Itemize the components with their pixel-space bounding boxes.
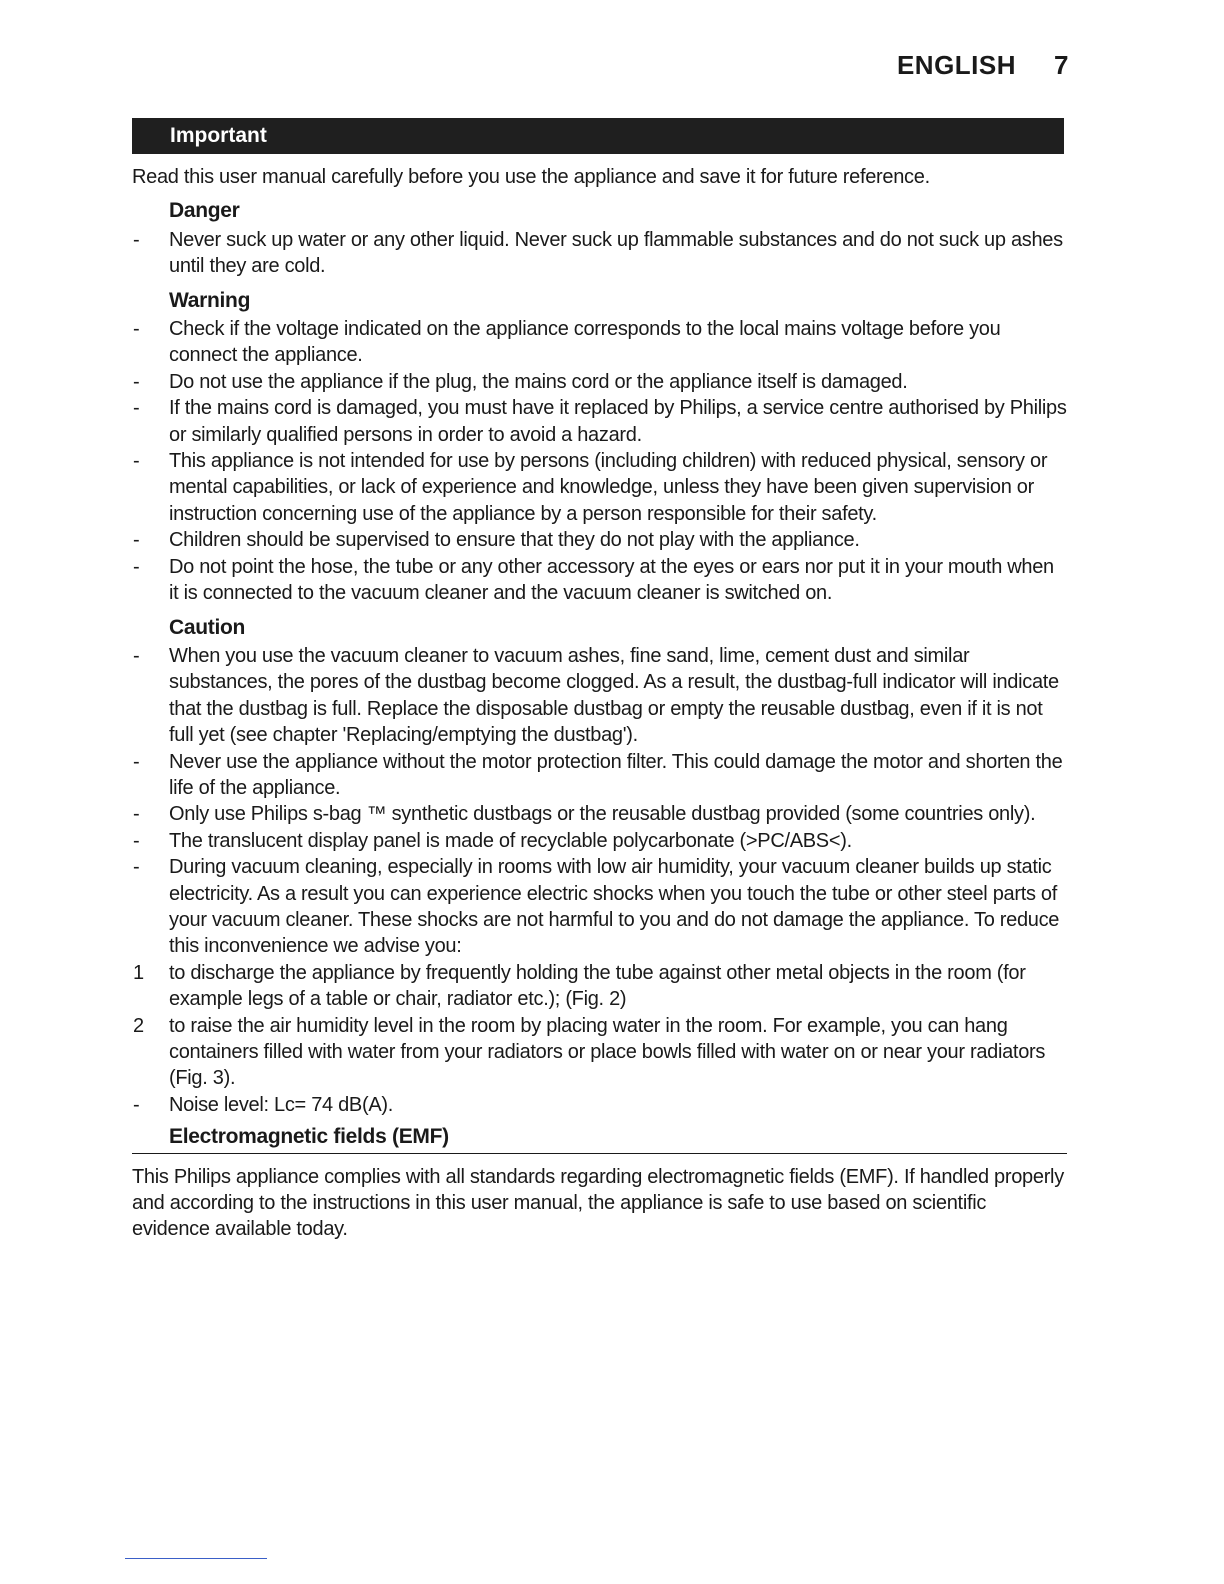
list-item [132, 960, 1067, 1013]
list-item [132, 801, 1067, 827]
list-marker: 1 [133, 961, 144, 984]
list-marker: - [133, 856, 140, 879]
list-marker: - [133, 803, 140, 826]
language-label: ENGLISH [896, 50, 1017, 80]
list-item-text: This appliance is not intended for use by persons (including children) with reduced physical, sensory or mental capabilities, or lack of experience and knowledge, unless they have been given supervision or instruction concerning use of the appliance by a person responsible for their safety. [169, 450, 1048, 525]
danger-list [132, 227, 1067, 280]
list-item [132, 369, 1067, 395]
section-title: Important [170, 124, 267, 147]
list-item [132, 395, 1067, 448]
caution-list [132, 643, 1067, 1118]
list-item [132, 749, 1067, 802]
list-item [132, 448, 1067, 527]
list-marker: - [133, 370, 140, 393]
warning-heading: Warning [169, 288, 251, 312]
list-item-text: Never suck up water or any other liquid. Never suck up flammable substances and do not suck up ashes until they are cold. [169, 228, 1063, 278]
list-marker: - [133, 829, 140, 852]
list-marker: - [133, 529, 140, 552]
list-item [132, 554, 1067, 607]
footer-rule [125, 1558, 267, 1559]
list-item [132, 527, 1067, 553]
section-title-bar [132, 118, 1064, 154]
list-item [132, 643, 1067, 749]
list-item [132, 854, 1067, 960]
list-item-text: Only use Philips s-bag ™ synthetic dustbags or the reusable dustbag provided (some countries only). [169, 803, 1036, 826]
list-marker: - [133, 450, 140, 473]
list-item [132, 1092, 1067, 1118]
list-item [132, 227, 1067, 280]
document-body [132, 164, 1067, 1243]
list-item-text: Noise level: Lc= 74 dB(A). [169, 1093, 393, 1116]
list-item-text: to discharge the appliance by frequently holding the tube against other metal objects in the room (for example legs of a table or chair, radiator etc.); (Fig. 2) [169, 961, 1026, 1011]
list-marker: - [133, 228, 140, 251]
list-item-text: The translucent display panel is made of recyclable polycarbonate (>PC/ABS<). [169, 829, 852, 852]
caution-heading: Caution [169, 615, 246, 639]
list-marker: - [133, 750, 140, 773]
list-item [132, 828, 1067, 854]
list-item-text: When you use the vacuum cleaner to vacuum ashes, fine sand, lime, cement dust and similar substances, the pores of the dustbag become clogged. As a result, the dustbag-full indicator will indicate that the dustbag is full. Replace the disposable dustbag or empty the reusable dustbag, even if it is not full yet (see chapter 'Replacing/emptying the dustbag'). [169, 644, 1059, 747]
page-header [897, 50, 1069, 81]
list-item-text: Children should be supervised to ensure that they do not play with the appliance. [169, 529, 860, 552]
list-marker: - [133, 555, 140, 578]
list-marker: - [133, 1093, 140, 1116]
list-item-text: If the mains cord is damaged, you must have it replaced by Philips, a service centre authorised by Philips or similarly qualified persons in order to avoid a hazard. [169, 397, 1067, 446]
emf-paragraph: This Philips appliance complies with all standards regarding electromagnetic fields (EMF). If handled properly and according to the instructions in this user manual, the appliance is safe to use based on scientific evidence available today. [132, 1165, 1064, 1241]
page-number: 7 [1054, 50, 1069, 80]
list-item-text: During vacuum cleaning, especially in rooms with low air humidity, your vacuum cleaner builds up static electricity. As a result you can experience electric shocks when you touch the tube or other steel parts of your vacuum cleaner. These shocks are not harmful to you and do not damage the appliance. To reduce this inconvenience we advise you: [169, 856, 1060, 958]
emf-heading: Electromagnetic fields (EMF) [132, 1124, 1067, 1153]
list-item [132, 316, 1067, 369]
danger-heading: Danger [169, 199, 240, 223]
list-item-text: Do not point the hose, the tube or any other accessory at the eyes or ears nor put it in your mouth when it is connected to the vacuum cleaner and the vacuum cleaner is switched on. [169, 555, 1054, 605]
list-item-text: Do not use the appliance if the plug, the mains cord or the appliance itself is damaged. [169, 370, 908, 393]
list-item [132, 1013, 1067, 1092]
list-marker: - [133, 318, 140, 341]
list-marker: - [133, 644, 140, 667]
intro-paragraph: Read this user manual carefully before you use the appliance and save it for future reference. [132, 166, 930, 188]
list-item-text: Never use the appliance without the motor protection filter. This could damage the motor and shorten the life of the appliance. [169, 750, 1063, 799]
warning-list [132, 316, 1067, 606]
list-marker: 2 [133, 1014, 144, 1037]
list-marker: - [133, 397, 140, 420]
list-item-text: Check if the voltage indicated on the appliance corresponds to the local mains voltage before you connect the appliance. [169, 318, 1001, 367]
list-item-text: to raise the air humidity level in the room by placing water in the room. For example, you can hang containers filled with water from your radiators or place bowls filled with water on or near your radiators (Fig. 3). [169, 1014, 1046, 1090]
